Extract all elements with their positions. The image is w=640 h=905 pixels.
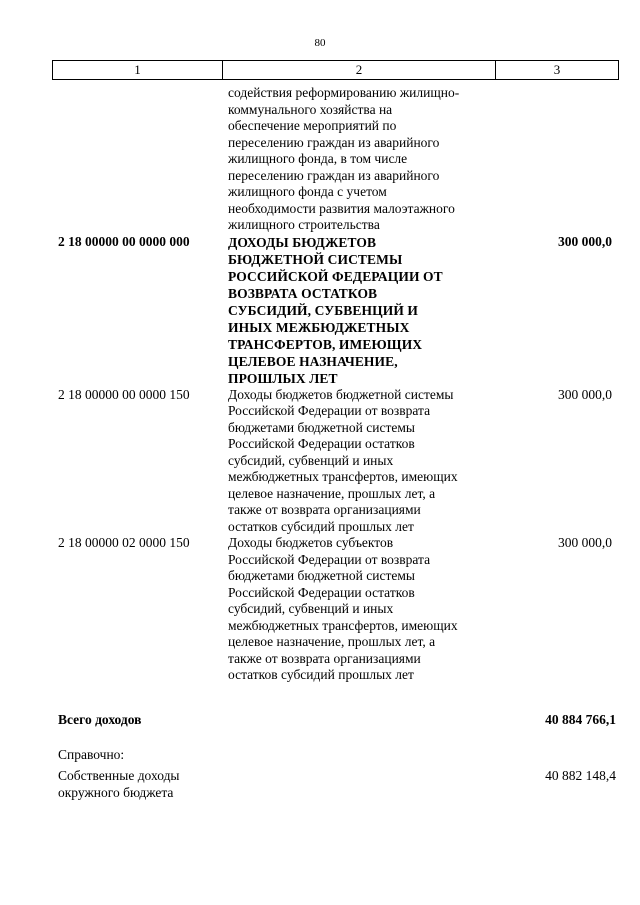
own-revenue-label	[58, 768, 618, 801]
row-code: 2 18 00000 00 0000 000	[58, 233, 190, 249]
own-revenue-label-line: Собственные доходы	[58, 768, 180, 783]
row-code: 2 18 00000 02 0000 150	[58, 535, 190, 550]
reference-label: Справочно:	[58, 747, 125, 762]
header-col-3: 3	[496, 61, 619, 80]
header-col-1: 1	[53, 61, 223, 80]
table-header	[52, 60, 619, 80]
row-name-line: переселению граждан из аварийного	[228, 134, 440, 150]
row-name-line: Российской Федерации от возврата	[228, 551, 431, 567]
table-body	[0, 85, 640, 684]
row-name	[228, 234, 496, 387]
row-name-line: Доходы бюджетов бюджетной системы	[228, 386, 454, 402]
row-name-line: бюджетами бюджетной системы	[228, 568, 415, 583]
row-name-line: жилищного фонда с учетом	[228, 184, 387, 199]
row-name-line: ВОЗВРАТА ОСТАТКОВ	[228, 285, 378, 301]
header-col-2: 2	[223, 61, 496, 80]
row-name-line: коммунального хозяйства на	[228, 101, 393, 117]
table-row	[0, 387, 640, 536]
row-name-line: межбюджетных трансфертов, имеющих	[228, 617, 458, 633]
row-name-line: необходимости развития малоэтажного	[228, 200, 455, 216]
row-code: 2 18 00000 00 0000 150	[58, 386, 190, 402]
row-name	[228, 85, 496, 234]
total-amount: 40 884 766,1	[545, 712, 616, 727]
row-name-line: бюджетами бюджетной системы	[228, 419, 415, 435]
own-revenue-label-line: окружного бюджета	[58, 784, 174, 800]
row-name-line: ТРАНСФЕРТОВ, ИМЕЮЩИХ	[228, 336, 423, 352]
row-name-line: жилищного строительства	[228, 217, 380, 232]
row-name-line: остатков субсидий прошлых лет	[228, 518, 414, 534]
row-name-line: Российской Федерации от возврата	[228, 403, 431, 418]
row-name-line: целевое назначение, прошлых лет, а	[228, 634, 436, 649]
row-name-line: ПРОШЛЫХ ЛЕТ	[228, 370, 338, 386]
row-name-line: ЦЕЛЕВОЕ НАЗНАЧЕНИЕ,	[228, 353, 398, 369]
row-name-line: содействия реформированию жилищно-	[228, 85, 460, 100]
row-name-line: СУБСИДИЙ, СУБВЕНЦИЙ И	[228, 302, 418, 318]
row-amount: 300 000,0	[558, 386, 612, 402]
row-name-line: жилищного фонда, в том числе	[228, 151, 408, 166]
row-name-line: также от возврата организациями	[228, 502, 421, 517]
row-name-line: остатков субсидий прошлых лет	[228, 667, 414, 682]
row-amount: 300 000,0	[558, 233, 612, 249]
table-row-section	[0, 234, 640, 387]
row-name-line: обеспечение мероприятий по	[228, 118, 397, 133]
own-revenue-amount: 40 882 148,4	[545, 768, 616, 783]
table-header-row	[53, 61, 619, 80]
row-name	[228, 387, 496, 536]
page-number: 80	[314, 37, 326, 49]
table-row-continuation	[0, 85, 640, 234]
total-row	[58, 712, 618, 729]
row-name-line: целевое назначение, прошлых лет, а	[228, 485, 436, 501]
row-name-line: субсидий, субвенций и иных	[228, 601, 394, 616]
own-revenue-row	[58, 768, 618, 801]
row-name-line: переселению граждан из аварийного	[228, 167, 440, 183]
row-name-line: Доходы бюджетов субъектов	[228, 535, 394, 550]
table-row	[0, 535, 640, 684]
total-label: Всего доходов	[58, 712, 142, 727]
row-name	[228, 535, 496, 684]
row-name-line: Российской Федерации остатков	[228, 436, 415, 451]
row-name-line: РОССИЙСКОЙ ФЕДЕРАЦИИ ОТ	[228, 268, 443, 284]
row-name-line: ДОХОДЫ БЮДЖЕТОВ	[228, 234, 377, 250]
row-name-line: межбюджетных трансфертов, имеющих	[228, 469, 458, 484]
row-name-line: Российской Федерации остатков	[228, 584, 415, 600]
row-amount: 300 000,0	[558, 535, 612, 550]
row-name-line: ИНЫХ МЕЖБЮДЖЕТНЫХ	[228, 319, 410, 335]
row-name-line: субсидий, субвенций и иных	[228, 452, 394, 468]
row-name-line: БЮДЖЕТНОЙ СИСТЕМЫ	[228, 251, 403, 267]
row-name-line: также от возврата организациями	[228, 650, 421, 666]
